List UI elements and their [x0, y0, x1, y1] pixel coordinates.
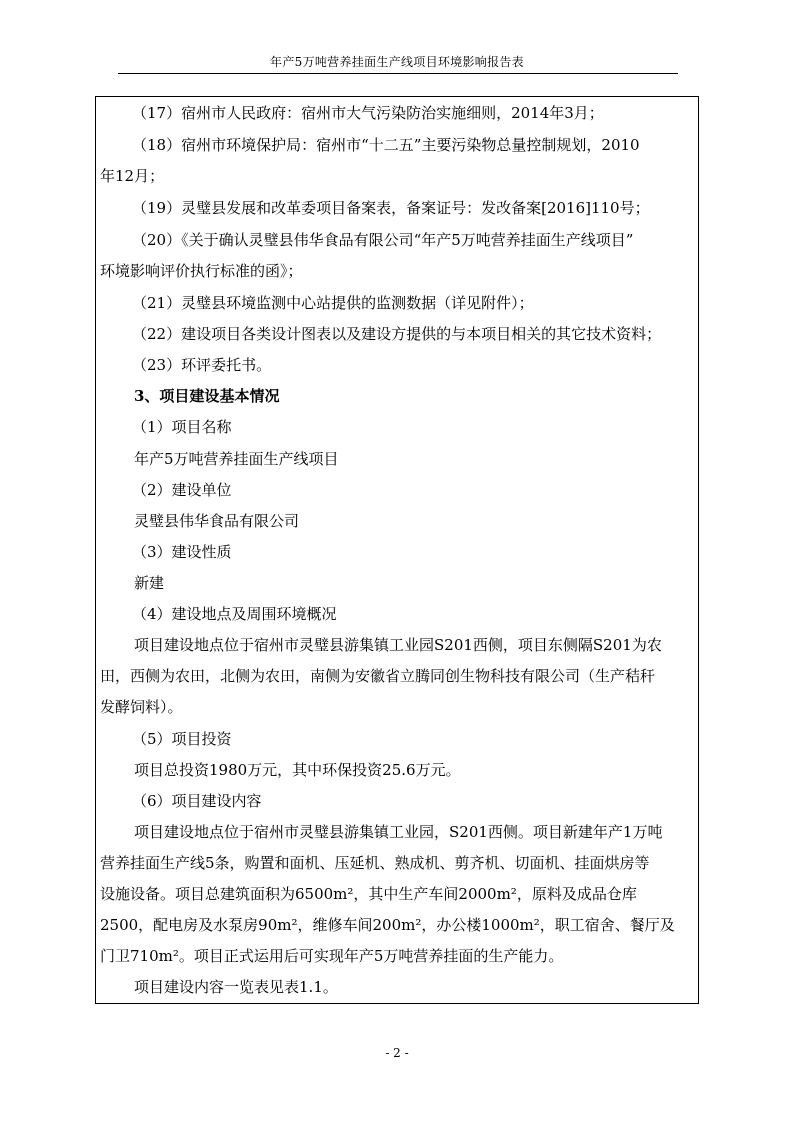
section-heading: 3、项目建设基本情况: [134, 387, 280, 405]
construction-unit-value: 灵璧县伟华食品有限公司: [134, 512, 300, 530]
content-table-reference: 项目建设内容一览表见表1.1。: [134, 978, 338, 996]
reference-item-19: （19）灵璧县发展和改革委项目备案表，备案证号：发改备案[2016]110号；: [132, 199, 650, 217]
content-paragraph-line-2: 营养挂面生产线5条，购置和面机、压延机、熟成机、剪齐机、切面机、挂面烘房等: [100, 854, 650, 872]
project-name-value: 年产5万吨营养挂面生产线项目: [134, 450, 339, 468]
content-paragraph-line-4: 2500，配电房及水泵房90m²，维修车间200m²，办公楼1000m²，职工宿舍、餐厅及: [100, 916, 675, 934]
subheading-project-name: （1）项目名称: [132, 418, 232, 436]
investment-value: 项目总投资1980万元，其中环保投资25.6万元。: [134, 761, 461, 779]
reference-item-23: （23）环评委托书。: [132, 356, 272, 374]
subheading-location: （4）建设地点及周围环境概况: [132, 605, 337, 623]
reference-item-18: （18）宿州市环境保护局：宿州市“十二五”主要污染物总量控制规划，2010: [132, 136, 640, 154]
reference-item-21: （21）灵璧县环境监测中心站提供的监测数据（详见附件）；: [132, 294, 534, 312]
page-number: - 2 -: [385, 1046, 409, 1060]
construction-nature-value: 新建: [134, 574, 165, 592]
content-paragraph-line-1: 项目建设地点位于宿州市灵璧县游集镇工业园，S201西侧。项目新建年产1万吨: [134, 823, 663, 841]
reference-item-22: （22）建设项目各类设计图表以及建设方提供的与本项目相关的其它技术资料；: [132, 325, 662, 343]
subheading-content: （6）项目建设内容: [132, 792, 262, 810]
reference-item-20-cont: 环境影响评价执行标准的函》；: [100, 262, 303, 280]
reference-item-18-cont: 年12月；: [100, 167, 165, 185]
location-paragraph-line-2: 田，西侧为农田，北侧为农田，南侧为安徽省立腾同创生物科技有限公司（生产秸秆: [100, 667, 656, 685]
location-paragraph-line-3: 发酵饲料）。: [100, 698, 183, 716]
reference-item-20: （20）《关于确认灵璧县伟华食品有限公司“年产5万吨营养挂面生产线项目”: [132, 231, 634, 249]
document-header-title: 年产5万吨营养挂面生产线项目环境影响报告表: [270, 55, 524, 69]
location-paragraph-line-1: 项目建设地点位于宿州市灵璧县游集镇工业园S201西侧，项目东侧隔S201为农: [134, 636, 662, 654]
content-paragraph-line-5: 门卫710m²。项目正式运用后可实现年产5万吨营养挂面的生产能力。: [100, 947, 564, 965]
content-paragraph-line-3: 设施设备。项目总建筑面积为6500m²，其中生产车间2000m²，原料及成品仓库: [100, 885, 637, 903]
header-rule: [118, 73, 678, 74]
reference-item-17: （17）宿州市人民政府：宿州市大气污染防治实施细则，2014年3月；: [132, 104, 604, 122]
subheading-construction-unit: （2）建设单位: [132, 481, 232, 499]
subheading-investment: （5）项目投资: [132, 730, 232, 748]
subheading-construction-nature: （3）建设性质: [132, 543, 232, 561]
